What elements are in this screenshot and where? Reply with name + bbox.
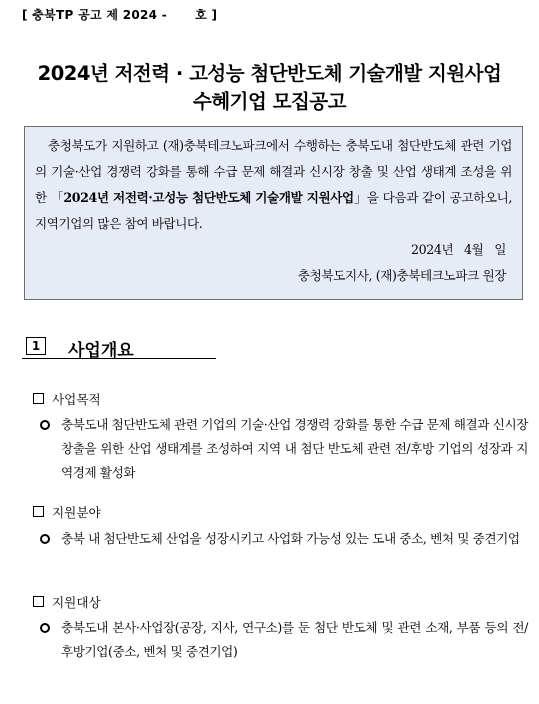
intro-date: 2024년 4월 일 [411,242,506,257]
square-bullet-icon [33,596,44,607]
document-title: 2024년 저전력 · 고성능 첨단반도체 기술개발 지원사업 [37,62,502,85]
intro-box [24,126,523,300]
section-title: 사업개요 [68,341,134,361]
item-purpose-heading [33,389,101,408]
item-field-text: 충북 내 첨단반도체 산업을 성장시키고 사업화 가능성 있는 도내 중소, 벤처 및 중견기업 [61,531,520,546]
notice-number-suffix: 호 ] [195,8,218,22]
item-target-label: 지원대상 [52,595,101,610]
intro-text-after: 」을 다음과 같이 공고하오니, 지역기업의 많은 참여 바랍니다. [35,190,512,231]
intro-program-name: 2024년 저전력·고성능 첨단반도체 기술개발 지원사업 [63,190,354,205]
item-field-label: 지원분야 [52,505,101,520]
notice-number [22,6,217,23]
circle-bullet-icon [40,420,50,430]
item-purpose-label: 사업목적 [52,392,101,407]
intro-paragraph [35,133,512,237]
circle-bullet-icon [40,623,50,633]
intro-text-before: 충청북도가 지원하고 (재)충북테크노파크에서 수행하는 충북도내 첨단반도체 관련 기업의 기술·산업 경쟁력 강화를 통해 수급 문제 해결과 신시장 창출 및 산업 생태계 조성을 위한 「 [35,138,512,205]
section-number: 1 [26,337,46,355]
document-subtitle: 수혜기업 모집공고 [193,90,346,113]
item-purpose-detail [40,413,528,485]
square-bullet-icon [33,393,44,404]
section-heading [22,336,216,359]
square-bullet-icon [33,506,44,517]
item-field-heading [33,502,101,521]
item-target-heading [33,592,101,611]
item-target-detail [40,616,528,664]
notice-number-prefix: [ 충북TP 공고 제 2024 - [22,8,168,22]
circle-bullet-icon [40,534,50,544]
item-field-detail [40,527,528,551]
item-purpose-text: 충북도내 첨단반도체 관련 기업의 기술·산업 경쟁력 강화를 통한 수급 문제 해결과 신시장 창출을 위한 산업 생태계를 조성하여 지역 내 첨단 반도체 관련 전/후방 기업의 성장과 지역경제 활성화 [61,417,528,480]
intro-signature: 충청북도지사, (재)충북테크노파크 원장 [297,268,506,283]
item-target-text: 충북도내 본사·사업장(공장, 지사, 연구소)를 둔 첨단 반도체 및 관련 소재, 부품 등의 전/후방기업(중소, 벤처 및 중견기업) [61,620,528,659]
